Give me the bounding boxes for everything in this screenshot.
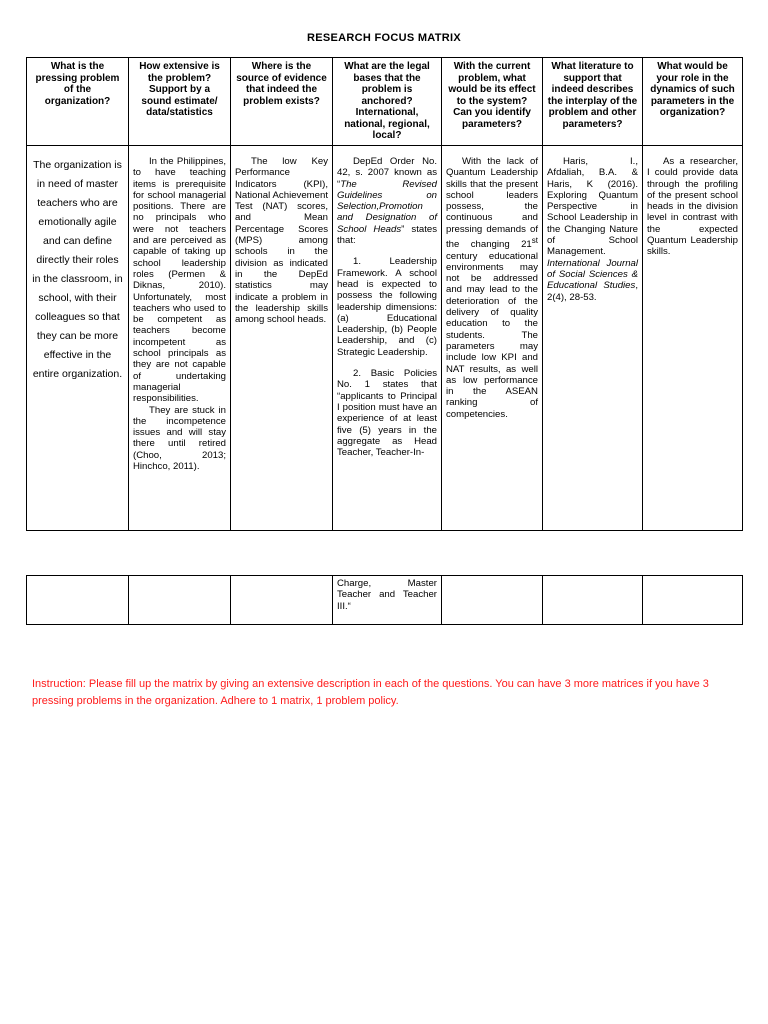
legal-after: ” states that: (337, 223, 437, 247)
legal-intro: DepEd Order No. 42, s. 2007 known as “ (337, 156, 437, 190)
effect-part-b: century educational environments may not be addressed and may lead to the deterioration of the delivery of quality education to the students. The parameters may include low KPI and NAT results, as well as low performance in the ASEAN ranking of competencies. (446, 250, 538, 420)
cont-cell-effect (442, 576, 543, 625)
header-pressing-problem: What is the pressing problem of the organization? (27, 58, 129, 146)
cont-cell-evidence (231, 576, 333, 625)
header-effect: With the current problem, what would be its effect to the system? Can you identify parameters? (442, 58, 543, 146)
header-evidence-source: Where is the source of evidence that indeed the problem exists? (231, 58, 333, 146)
cell-extent (129, 146, 231, 531)
header-row (27, 58, 743, 146)
cont-cell-legal-bases: Charge, Master Teacher and Teacher III.“ (333, 576, 442, 625)
research-matrix-table (26, 57, 743, 531)
role-text: As a researcher, I could provide data through the profiling of the present school heads in the division level in contrast with the expected Quantum Leadership skills. (647, 156, 738, 258)
table-row (27, 576, 743, 625)
continuation-table (26, 575, 743, 625)
cont-cell-problem (27, 576, 129, 625)
literature-text (547, 156, 638, 303)
cell-role (643, 146, 743, 531)
header-literature: What literature to support that indeed describes the interplay of the problem and other parameters? (543, 58, 643, 146)
literature-volume: , 2(4), 28-53. (547, 280, 638, 303)
extent-paragraph-2: They are stuck in the incompetence issues and will stay there until retired (Choo, 2013; Hinchco, 2011). (133, 404, 226, 473)
legal-order-title: The Revised Guidelines on Selection,Promotion and Designation of School Heads (337, 178, 437, 235)
header-role: What would be your role in the dynamics of such parameters in the organization? (643, 58, 743, 146)
legal-paragraph-2: 1. Leadership Framework. A school head is expected to possess the following leadership dimensions: (a) Educational Leadership, (b) People Leadership, and (c) Strategic Leadership. (337, 256, 437, 358)
effect-part-a: With the lack of Quantum Leadership skills that the present school leaders possess, the continuous and pressing demands of the changing 21 (446, 156, 538, 251)
cell-literature (543, 146, 643, 531)
table-row (27, 146, 743, 531)
instruction-text: Instruction: Please fill up the matrix by giving an extensive description in each of the questions. You can have 3 more matrices if you have 3 pressing problems in the organization. Adhere to 1 matrix, 1 problem policy. (32, 678, 709, 707)
literature-authors: Haris, I., Afdaliah, B.A. & Haris, K (2016). Exploring Quantum Perspective in School Leadership in the Changing Nature of School Management. (547, 156, 638, 258)
cell-legal-bases (333, 146, 442, 531)
legal-paragraph-3: 2. Basic Policies No. 1 states that “applicants to Principal I position must have an experience of at least five (5) years in the aggregate as Head Teacher, Teacher-In- (337, 368, 437, 459)
header-extent: How extensive is the problem? Support by a sound estimate/ data/statistics (129, 58, 231, 146)
cont-cell-literature (543, 576, 643, 625)
page-title: RESEARCH FOCUS MATRIX (307, 32, 461, 44)
cell-effect (442, 146, 543, 531)
cont-cell-role (643, 576, 743, 625)
extent-paragraph-1: In the Philippines, to have teaching items is prerequisite for school managerial positions. There are no principals who were not teachers and are perceived as capable of taking up school leadership roles (Permen & Diknas, 2010). Unfortunately, most teachers who used to be competent as teachers become incompetent as school principals as they are not capable of undertaking managerial responsibilities. (133, 156, 226, 405)
legal-paragraph-1 (337, 156, 437, 246)
cell-problem: The organization is in need of master teachers who are emotionally agile and can define directly their roles in the classroom, in school, with their colleagues so that they can be more effective in the entire organization. (27, 146, 129, 531)
cell-evidence (231, 146, 333, 531)
header-legal-bases: What are the legal bases that the problem is anchored? International, national, regional, local? (333, 58, 442, 146)
cont-cell-extent (129, 576, 231, 625)
literature-journal: International Journal of Social Sciences & Educational Studies (547, 257, 638, 292)
evidence-text: The low Key Performance Indicators (KPI), National Achievement Test (NAT) scores, and Mean Percentage Scores (MPS) among schools in the division as indicated in the DepEd statistics may indicate a problem in the leadership skills among school heads. (235, 156, 328, 326)
effect-superscript: st (531, 236, 538, 246)
effect-text (446, 156, 538, 420)
